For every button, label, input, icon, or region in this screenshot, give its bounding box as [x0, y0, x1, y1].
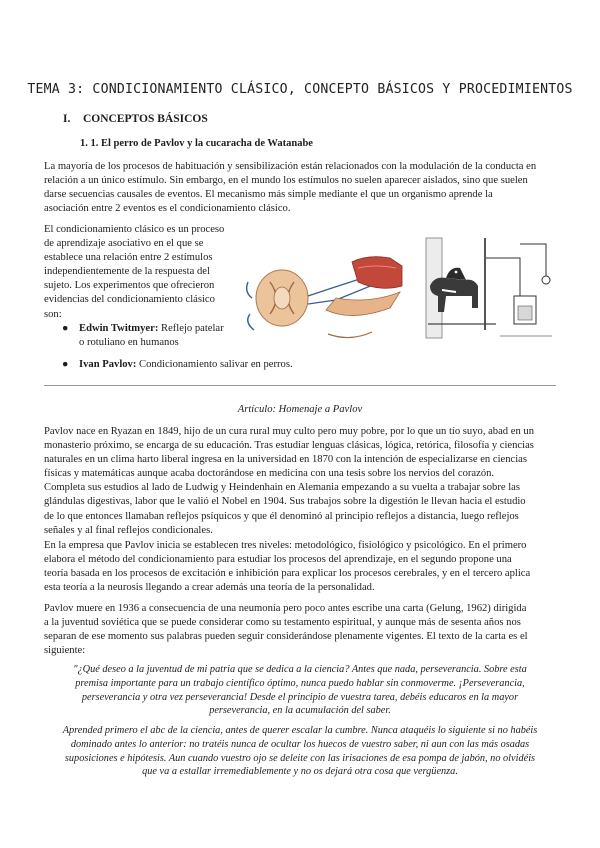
section-divider [44, 385, 556, 386]
article-line: Pavlov muere en 1936 a consecuencia de una neumonía pero poco antes escribe una carta (Gelung, 1962) dirigida [44, 603, 527, 614]
article-line: físicas y matemáticas aunque acaba doctorándose en medicina con una tesis sobre los nervios del corazón. [44, 468, 495, 480]
definition-line: sujeto. Los experimentos que ofrecieron [44, 280, 215, 292]
article-line: En la empresa que Pavlov inicia se establecen tres niveles: metodológico, fisiológico y psicológico. En el primero [44, 540, 527, 551]
article-paragraph-3 [44, 602, 556, 658]
article-line: Completa sus estudios al lado de Ludwig y Heindenhain en Alemania empezando a su vuelta a trabajar sobre las [44, 482, 520, 494]
definition-line: evidencias del condicionamiento clásico [44, 294, 215, 306]
page-title: TEMA 3: CONDICIONAMIENTO CLÁSICO, CONCEPTO BÁSICOS Y PROCEDIMIENTOS [27, 82, 573, 97]
article-line: glándulas digestivas, labor que le valió el Nobel en 1904. Sus trabajos sobre la digestión le llevan hacia el estudio [44, 496, 526, 508]
article-title: Artículo: Homenaje a Pavlov [237, 404, 363, 415]
bullet-name: Ivan Pavlov: [79, 359, 137, 370]
quote-line: dominado antes lo anterior: no tratéis nunca de ocultar los huecos de vuestro saber, ni aun con las más osadas [70, 738, 530, 750]
letter-quote-2 [44, 724, 556, 779]
pavlov-dog-illustration [416, 236, 556, 344]
article-line: Pavlov nace en Ryazan en 1849, hijo de un cura rural muy culto pero muy pobre, por lo que un tío suyo, abad en un [44, 426, 534, 437]
definition-paragraph [44, 223, 234, 322]
article-line: teoría basada en los procesos de excitación e inhibición para explicar los procesos cerebrales, y en el tercero aplica [44, 568, 531, 580]
quote-line: suposiciones e hipótesis. Aun cuando vuestro ojo se deleite con las irisaciones de esa pompa de jabón, no olvidéis [64, 752, 536, 764]
quote-line: perseverancia, en la acumulación del saber. [209, 705, 391, 717]
intro-paragraph [44, 160, 556, 216]
bullet-twitmyer [62, 322, 224, 350]
quote-line: premisa importante para un trabajo científico óptimo, nunca puedo hablar sin conmoverme. ¡Perseverancia, [75, 677, 525, 689]
bullet-dot-icon: ● [62, 323, 69, 334]
quote-line: perseverancia y otra vez perseverancia! Desde el principio de vuestra tarea, debéis educaros en la mayor [81, 691, 519, 703]
article-line: a la juventud soviética que se puede considerar como su testamento espiritual, y aunque más de sesenta años nos [44, 617, 521, 629]
definition-line: independientemente de la respuesta del [44, 266, 210, 278]
article-line: esta teoría a la neurosis llegando a crear además una teoría de la personalidad. [44, 582, 375, 594]
intro-line: relación a un único estímulo. Sin embargo, en el mundo los estímulos no suelen aparecer aislados, sino que suelen [44, 175, 528, 187]
subsection-heading: 1. 1. El perro de Pavlov y la cucaracha de Watanabe [80, 138, 313, 149]
bullet-text-line2: o rotuliano en humanos [79, 337, 179, 349]
definition-line: El condicionamiento clásico es un proceso [44, 224, 225, 235]
article-line: monasterio próximo, se encarga de su educación. Tras estudiar lenguas clásicas, lógica, retórica, filosofía y ciencias [44, 440, 534, 452]
intro-line: asociación entre 2 eventos es el condicionamiento clásico. [44, 203, 291, 215]
bullet-text: Condicionamiento salivar en perros. [136, 359, 293, 370]
article-line: elabora el método del condicionamiento para estudiar los procesos del aprendizaje, en el segundo propone una [44, 554, 512, 566]
article-paragraph-2 [44, 539, 556, 595]
article-paragraph-1 [44, 425, 556, 538]
article-line: separan de ese momento sus palabras pueden seguir considerándose plenamente vigentes. El texto de la carta es el [44, 631, 528, 643]
intro-line: darse secuencias causales de eventos. El mecanismo más simple mediante el que un organismo aprende la [44, 189, 493, 201]
definition-line: de aprendizaje asociativo en el que se [44, 238, 204, 250]
quote-line: que va a estallar irremediablemente y no os dejará otra cosa que vergüenza. [142, 766, 458, 778]
section-number: I. [63, 113, 71, 125]
patellar-reflex-illustration [240, 252, 406, 344]
definition-line: establece una relación entre 2 estímulos [44, 252, 213, 264]
article-line: señales y al final reflejos condicionales. [44, 524, 213, 536]
bullet-dot-icon: ● [62, 359, 69, 370]
article-line: de lo que entonces llamaban reflejos psíquicos y que él denominó al principio reflejos a distancia, luego reflejos [44, 510, 519, 522]
letter-quote-1 [44, 663, 556, 718]
section-heading [63, 113, 208, 125]
intro-line: La mayoría de los procesos de habituación y sensibilización están relacionados con la modulación de la conducta en [44, 161, 537, 172]
bullet-text: Reflejo patelar [158, 323, 224, 334]
quote-line: "¿Qué deseo a la juventud de mi patria que se dedica a la ciencia? Antes que nada, perseverancia. Sobre esta [73, 664, 527, 675]
bullet-pavlov [62, 358, 293, 372]
bullet-name: Edwin Twitmyer: [79, 323, 159, 334]
definition-line: son: [44, 308, 62, 320]
quote-line: Aprended primero el abc de la ciencia, antes de querer escalar la cumbre. Nunca ataquéis lo siguiente si no habéis [62, 725, 538, 736]
section-heading-text: CONCEPTOS BÁSICOS [83, 113, 208, 125]
article-line: naturales en un clima harto liberal ingresa en la universidad en 1870 con la intención de especializarse en ciencias [44, 454, 527, 466]
article-line: siguiente: [44, 645, 86, 657]
